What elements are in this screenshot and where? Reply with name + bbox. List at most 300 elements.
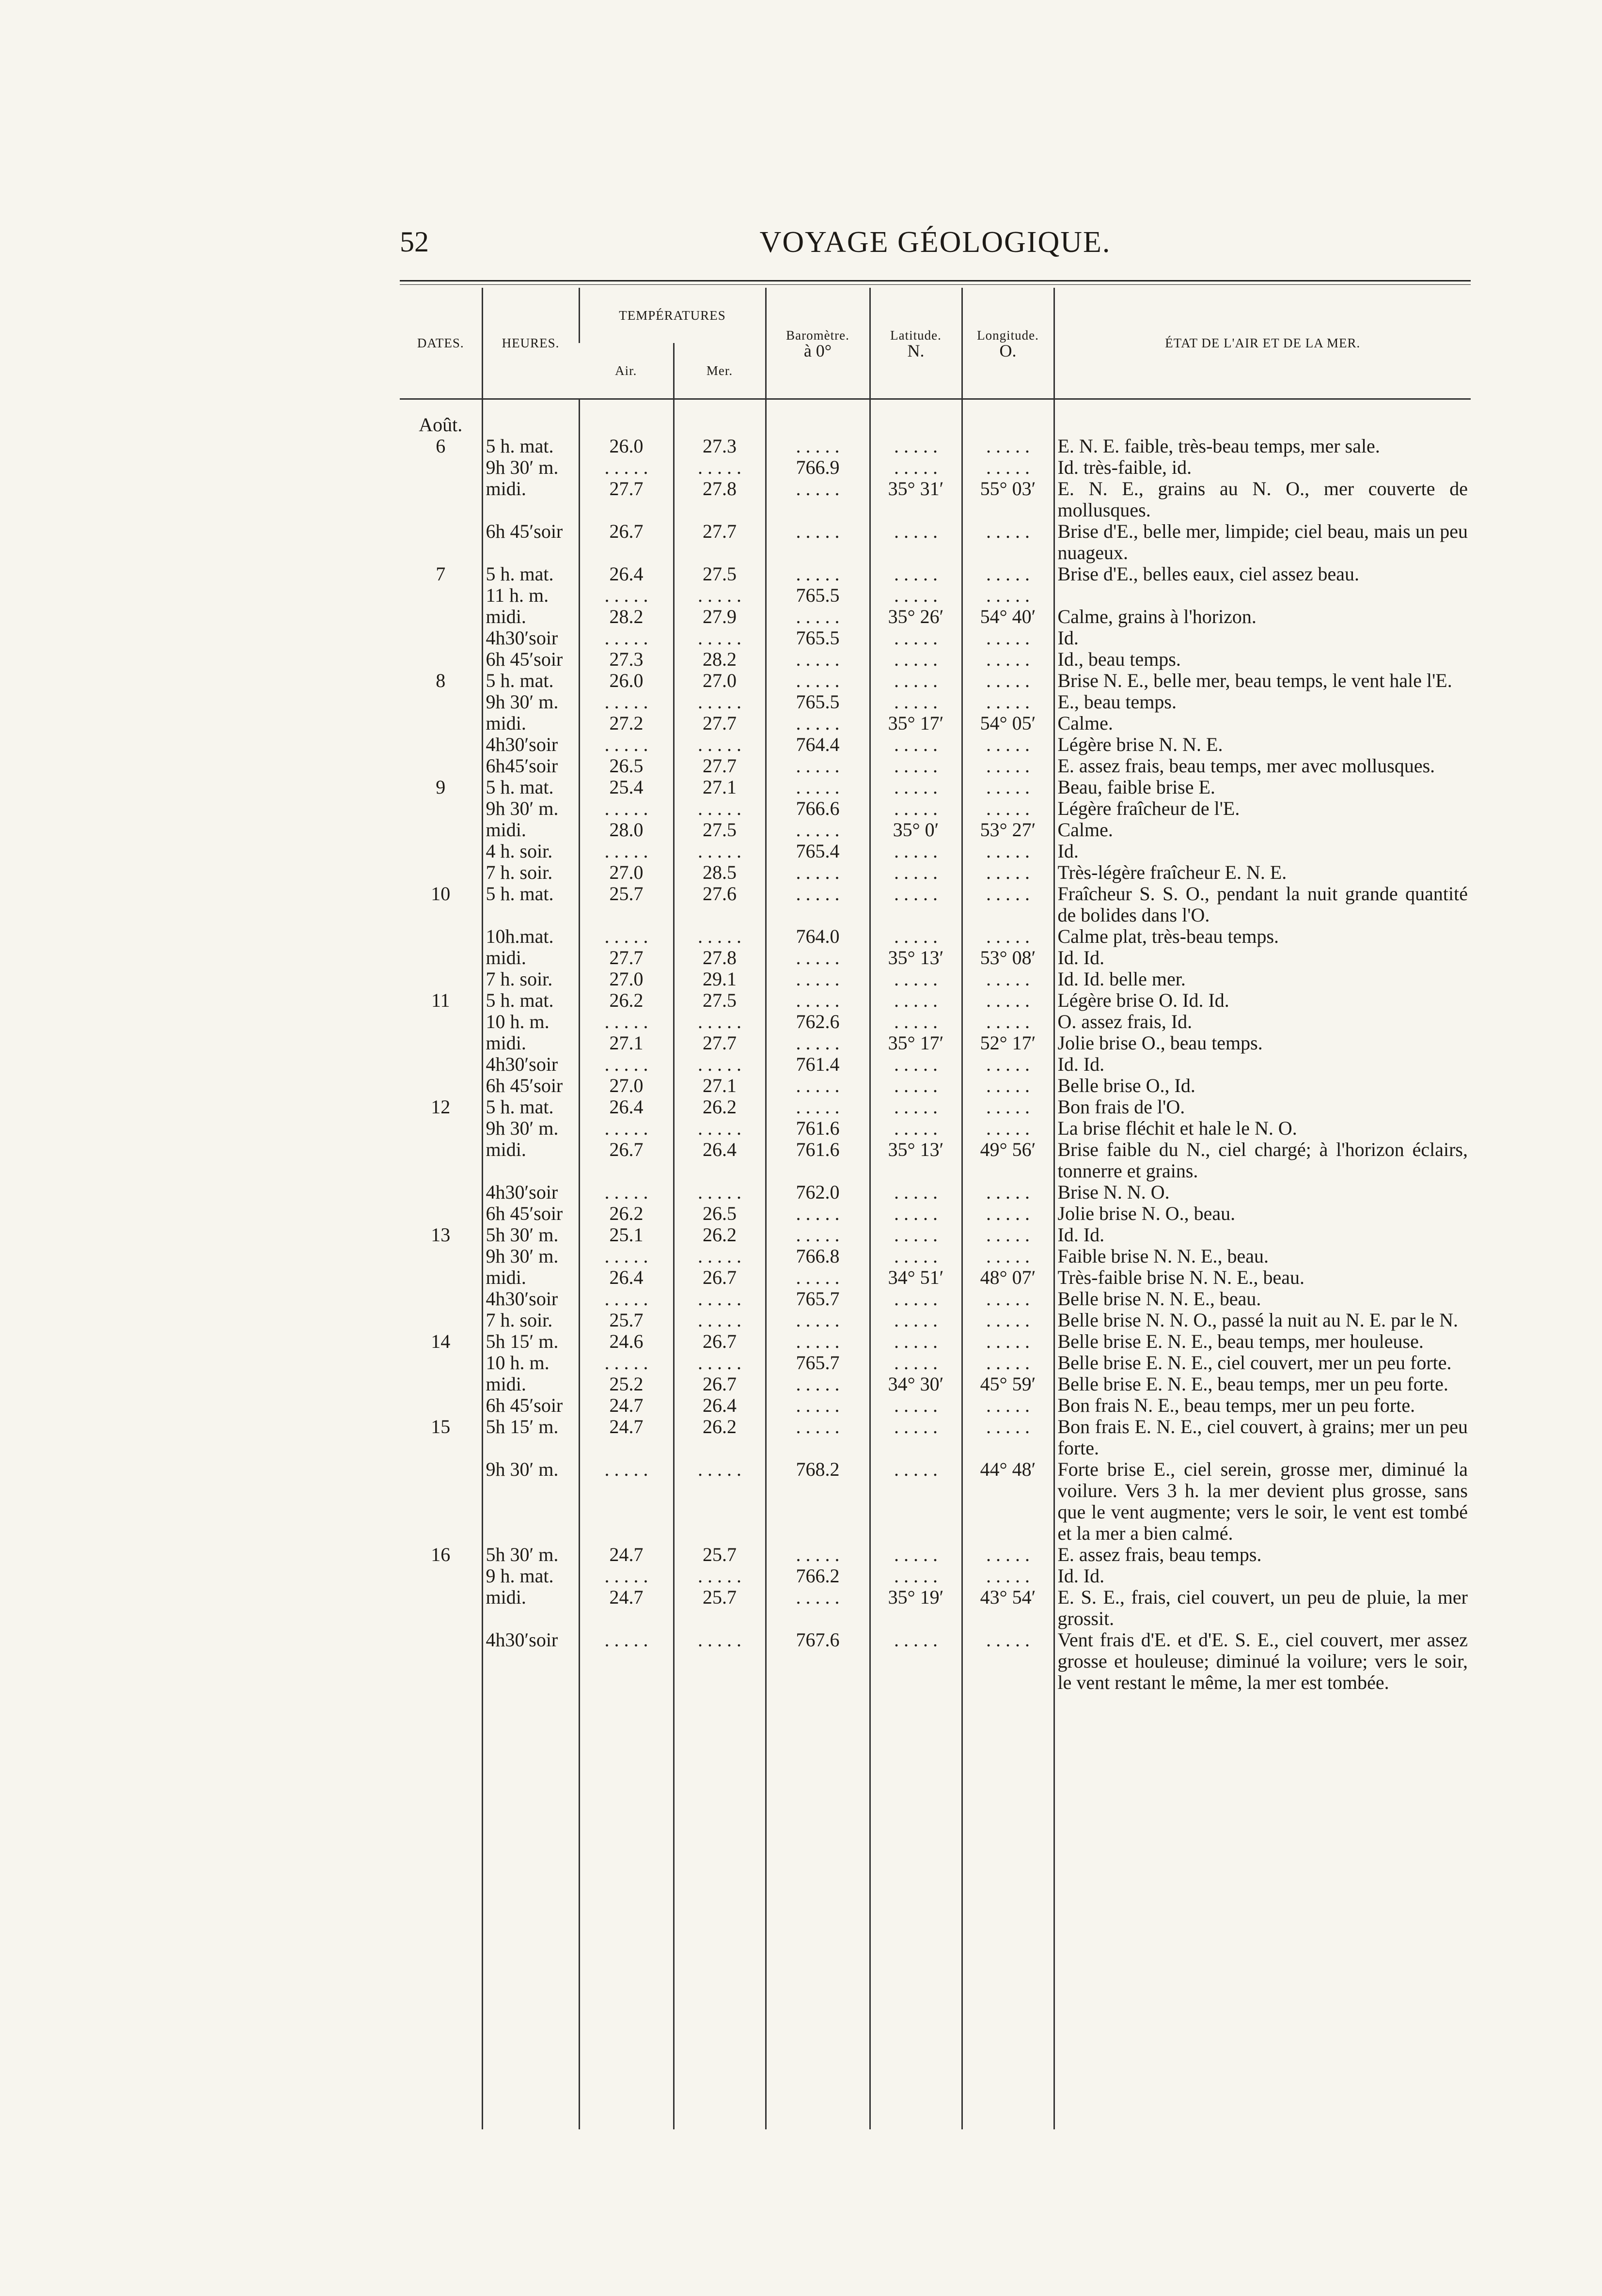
date-cell: 7 [436, 563, 446, 585]
col-barometre-label: Baromètre. [786, 328, 849, 343]
mer-cell: 25.7 [674, 1587, 766, 1629]
barometre-cell: . . . . . [766, 713, 870, 734]
barometre-cell: . . . . . [766, 1075, 870, 1096]
table-row [400, 627, 1471, 649]
mer-cell: 26.5 [674, 1203, 766, 1224]
barometre-cell: . . . . . [766, 436, 870, 457]
longitude-cell: 44° 48′ [962, 1459, 1054, 1544]
barometre-cell: . . . . . [766, 883, 870, 926]
air-cell: . . . . . [579, 841, 674, 862]
longitude-cell: 55° 03′ [962, 478, 1054, 521]
date-cell [400, 713, 482, 734]
etat-cell: Brise d'E., belle mer, limpide; ciel beau, mais un peu nuageux. [1054, 521, 1471, 563]
date-cell: 13 [431, 1224, 451, 1246]
date-cell [400, 457, 482, 478]
etat-cell: Faible brise N. N. E., beau. [1054, 1246, 1471, 1267]
heure-cell: 4h30′soir [482, 627, 579, 649]
barometre-cell: . . . . . [766, 521, 870, 563]
etat-cell: Légère brise N. N. E. [1054, 734, 1471, 755]
latitude-cell: . . . . . [870, 521, 962, 563]
etat-cell [1054, 585, 1471, 606]
latitude-cell: . . . . . [870, 862, 962, 883]
latitude-cell: . . . . . [870, 1288, 962, 1310]
latitude-cell: . . . . . [870, 1395, 962, 1416]
date-cell [400, 819, 482, 841]
longitude-cell: . . . . . [962, 1224, 1054, 1246]
heure-cell: 5h 30′ m. [482, 1224, 579, 1246]
longitude-cell: . . . . . [962, 1629, 1054, 1693]
etat-cell: Légère fraîcheur de l'E. [1054, 798, 1471, 819]
heure-cell: midi. [482, 1267, 579, 1288]
date-cell [400, 1459, 482, 1544]
heure-cell: 10 h. m. [482, 1352, 579, 1374]
table-row [400, 926, 1471, 947]
etat-cell: Jolie brise O., beau temps. [1054, 1032, 1471, 1054]
heure-cell: 9h 30′ m. [482, 798, 579, 819]
etat-cell: Calme. [1054, 713, 1471, 734]
air-cell: 24.7 [579, 1544, 674, 1565]
table-row [400, 1395, 1471, 1416]
latitude-cell: 34° 51′ [870, 1267, 962, 1288]
date-cell [400, 649, 482, 670]
table-row [400, 606, 1471, 627]
barometre-cell: 765.4 [766, 841, 870, 862]
mer-cell: 27.5 [674, 819, 766, 841]
heure-cell: 6h 45′soir [482, 1203, 579, 1224]
date-cell [400, 968, 482, 990]
air-cell: . . . . . [579, 457, 674, 478]
mer-cell: 27.7 [674, 713, 766, 734]
etat-cell: Forte brise E., ciel serein, grosse mer, diminué la voilure. Vers 3 h. la mer devient plus grosse, sans que le vent augmente; vers le soir, le vent est tombé et la mer a bien calmé. [1054, 1459, 1471, 1544]
barometre-cell: 766.2 [766, 1565, 870, 1587]
mer-cell: 26.7 [674, 1374, 766, 1395]
barometre-cell: . . . . . [766, 1587, 870, 1629]
longitude-cell: . . . . . [962, 990, 1054, 1011]
date-cell: 15 [431, 1416, 451, 1437]
barometre-cell: . . . . . [766, 1310, 870, 1331]
header-row [400, 288, 1471, 343]
date-cell [400, 1352, 482, 1374]
month-label: Août. [419, 414, 463, 436]
longitude-cell: . . . . . [962, 1352, 1054, 1374]
barometre-cell: 767.6 [766, 1629, 870, 1693]
table-row [400, 1246, 1471, 1267]
longitude-cell: . . . . . [962, 670, 1054, 691]
table-row [400, 1565, 1471, 1587]
longitude-cell: . . . . . [962, 841, 1054, 862]
latitude-cell: . . . . . [870, 841, 962, 862]
latitude-cell: . . . . . [870, 1054, 962, 1075]
etat-cell: Fraîcheur S. S. O., pendant la nuit grande quantité de bolides dans l'O. [1054, 883, 1471, 926]
heure-cell: midi. [482, 819, 579, 841]
air-cell: 25.1 [579, 1224, 674, 1246]
latitude-cell: . . . . . [870, 777, 962, 798]
etat-cell: Id. Id. [1054, 947, 1471, 968]
etat-cell: Brise d'E., belles eaux, ciel assez beau. [1054, 563, 1471, 585]
mer-cell: . . . . . [674, 1565, 766, 1587]
latitude-cell: . . . . . [870, 1331, 962, 1352]
table-row [400, 947, 1471, 968]
table-row [400, 1629, 1471, 1693]
heure-cell: 9 h. mat. [482, 1565, 579, 1587]
barometre-cell: . . . . . [766, 947, 870, 968]
barometre-cell: 766.9 [766, 457, 870, 478]
latitude-cell: 35° 17′ [870, 1032, 962, 1054]
table-row [400, 436, 1471, 457]
date-cell [400, 862, 482, 883]
longitude-cell: 48° 07′ [962, 1267, 1054, 1288]
etat-cell: Id. très-faible, id. [1054, 457, 1471, 478]
date-cell: 6 [436, 436, 446, 457]
mer-cell: 27.6 [674, 883, 766, 926]
mer-cell: 27.8 [674, 478, 766, 521]
longitude-cell: . . . . . [962, 862, 1054, 883]
top-rule [400, 280, 1471, 285]
mer-cell: 27.3 [674, 436, 766, 457]
etat-cell: E. S. E., frais, ciel couvert, un peu de pluie, la mer grossit. [1054, 1587, 1471, 1629]
air-cell: . . . . . [579, 926, 674, 947]
date-cell [400, 1075, 482, 1096]
date-cell [400, 1374, 482, 1395]
date-cell [400, 1118, 482, 1139]
date-cell: 10 [431, 883, 451, 905]
air-cell: . . . . . [579, 691, 674, 713]
barometre-cell: 765.5 [766, 691, 870, 713]
barometre-cell: 768.2 [766, 1459, 870, 1544]
table-row [400, 1587, 1471, 1629]
longitude-cell: . . . . . [962, 1310, 1054, 1331]
heure-cell: 6h 45′soir [482, 1075, 579, 1096]
heure-cell: 4h30′soir [482, 1182, 579, 1203]
heure-cell: 7 h. soir. [482, 968, 579, 990]
longitude-cell: 53° 08′ [962, 947, 1054, 968]
latitude-cell: 34° 30′ [870, 1374, 962, 1395]
barometre-cell: . . . . . [766, 1374, 870, 1395]
mer-cell: 27.1 [674, 777, 766, 798]
latitude-cell: . . . . . [870, 691, 962, 713]
barometre-cell: . . . . . [766, 862, 870, 883]
longitude-cell: . . . . . [962, 777, 1054, 798]
col-temperatures: TEMPÉRATURES [579, 288, 766, 343]
latitude-cell: 35° 19′ [870, 1587, 962, 1629]
barometre-cell: . . . . . [766, 1544, 870, 1565]
etat-cell: Belle brise E. N. E., ciel couvert, mer un peu forte. [1054, 1352, 1471, 1374]
table-row [400, 1224, 1471, 1246]
etat-cell: Très-faible brise N. N. E., beau. [1054, 1267, 1471, 1288]
mer-cell: 27.1 [674, 1075, 766, 1096]
air-cell: . . . . . [579, 1011, 674, 1032]
barometre-cell: 765.7 [766, 1288, 870, 1310]
air-cell: 26.2 [579, 990, 674, 1011]
etat-cell: Id. Id. belle mer. [1054, 968, 1471, 990]
air-cell: 24.7 [579, 1587, 674, 1629]
air-cell: . . . . . [579, 1054, 674, 1075]
table-row [400, 1374, 1471, 1395]
mer-cell: 28.2 [674, 649, 766, 670]
air-cell: . . . . . [579, 1288, 674, 1310]
barometre-cell: 762.6 [766, 1011, 870, 1032]
latitude-cell: . . . . . [870, 436, 962, 457]
etat-cell: Belle brise N. N. O., passé la nuit au N. E. par le N. [1054, 1310, 1471, 1331]
heure-cell: 5 h. mat. [482, 1096, 579, 1118]
table-row [400, 734, 1471, 755]
mer-cell: . . . . . [674, 1288, 766, 1310]
longitude-cell: . . . . . [962, 1096, 1054, 1118]
date-cell: 12 [431, 1096, 451, 1118]
date-cell [400, 1565, 482, 1587]
latitude-cell: . . . . . [870, 1565, 962, 1587]
etat-cell: Brise N. N. O. [1054, 1182, 1471, 1203]
col-longitude [962, 288, 1054, 399]
air-cell: . . . . . [579, 1246, 674, 1267]
etat-cell: Id. Id. [1054, 1054, 1471, 1075]
mer-cell: 26.4 [674, 1139, 766, 1182]
heure-cell: midi. [482, 713, 579, 734]
col-etat: ÉTAT DE L'AIR ET DE LA MER. [1054, 288, 1471, 399]
etat-cell: Belle brise E. N. E., beau temps, mer un peu forte. [1054, 1374, 1471, 1395]
heure-cell: 5 h. mat. [482, 436, 579, 457]
latitude-cell: . . . . . [870, 1246, 962, 1267]
heure-cell: 5h 30′ m. [482, 1544, 579, 1565]
date-cell: 14 [431, 1331, 451, 1352]
longitude-cell: . . . . . [962, 436, 1054, 457]
barometre-cell: . . . . . [766, 819, 870, 841]
barometre-cell: . . . . . [766, 968, 870, 990]
air-cell: 27.0 [579, 968, 674, 990]
heure-cell: 9h 30′ m. [482, 691, 579, 713]
mer-cell: 27.8 [674, 947, 766, 968]
mer-cell: . . . . . [674, 457, 766, 478]
table-row [400, 968, 1471, 990]
latitude-cell: . . . . . [870, 585, 962, 606]
date-cell [400, 1054, 482, 1075]
air-cell: 24.7 [579, 1416, 674, 1459]
air-cell: 27.7 [579, 947, 674, 968]
longitude-cell: . . . . . [962, 691, 1054, 713]
date-cell: 8 [436, 670, 446, 691]
etat-cell: Id. Id. [1054, 1224, 1471, 1246]
longitude-cell: . . . . . [962, 1203, 1054, 1224]
air-cell: . . . . . [579, 585, 674, 606]
table-row [400, 691, 1471, 713]
mer-cell: . . . . . [674, 1246, 766, 1267]
air-cell: 28.0 [579, 819, 674, 841]
air-cell: 25.7 [579, 883, 674, 926]
mer-cell: . . . . . [674, 1011, 766, 1032]
heure-cell: 10 h. m. [482, 1011, 579, 1032]
air-cell: 27.3 [579, 649, 674, 670]
etat-cell: Id. [1054, 627, 1471, 649]
etat-cell: Id., beau temps. [1054, 649, 1471, 670]
air-cell: 26.4 [579, 1267, 674, 1288]
etat-cell: Id. [1054, 841, 1471, 862]
heure-cell: 9h 30′ m. [482, 1246, 579, 1267]
etat-cell: Calme, grains à l'horizon. [1054, 606, 1471, 627]
col-longitude-label: Longitude. [977, 328, 1039, 343]
col-longitude-unit: O. [999, 341, 1017, 360]
table-row [400, 585, 1471, 606]
date-cell [400, 734, 482, 755]
etat-cell: E. N. E. faible, très-beau temps, mer sale. [1054, 436, 1471, 457]
table-row [400, 990, 1471, 1011]
etat-cell: Brise faible du N., ciel chargé; à l'horizon éclairs, tonnerre et grains. [1054, 1139, 1471, 1182]
mer-cell: . . . . . [674, 1352, 766, 1374]
table-row [400, 883, 1471, 926]
table-row [400, 1331, 1471, 1352]
air-cell: 26.7 [579, 521, 674, 563]
table-row [400, 1416, 1471, 1459]
barometre-cell: 764.0 [766, 926, 870, 947]
latitude-cell: . . . . . [870, 1075, 962, 1096]
mer-cell: 25.7 [674, 1544, 766, 1565]
longitude-cell: . . . . . [962, 1054, 1054, 1075]
heure-cell: 5h 15′ m. [482, 1416, 579, 1459]
col-latitude-label: Latitude. [890, 328, 942, 343]
barometre-cell: 761.4 [766, 1054, 870, 1075]
latitude-cell: 35° 31′ [870, 478, 962, 521]
table-row [400, 478, 1471, 521]
date-cell [400, 841, 482, 862]
date-cell [400, 585, 482, 606]
month-row [400, 414, 1471, 436]
heure-cell: 11 h. m. [482, 585, 579, 606]
longitude-cell: . . . . . [962, 1118, 1054, 1139]
air-cell: 24.7 [579, 1395, 674, 1416]
mer-cell: 27.0 [674, 670, 766, 691]
mer-cell: 28.5 [674, 862, 766, 883]
heure-cell: 9h 30′ m. [482, 1459, 579, 1544]
heure-cell: 5 h. mat. [482, 990, 579, 1011]
latitude-cell: . . . . . [870, 457, 962, 478]
air-cell: 27.2 [579, 713, 674, 734]
heure-cell: 4h30′soir [482, 1288, 579, 1310]
mer-cell: . . . . . [674, 1182, 766, 1203]
heure-cell: 10h.mat. [482, 926, 579, 947]
mer-cell: . . . . . [674, 627, 766, 649]
heure-cell: 4h30′soir [482, 1054, 579, 1075]
mer-cell: 26.2 [674, 1416, 766, 1459]
table-row [400, 1459, 1471, 1544]
observations-body [400, 399, 1471, 2130]
barometre-cell: . . . . . [766, 478, 870, 521]
longitude-cell: . . . . . [962, 1011, 1054, 1032]
air-cell: 25.7 [579, 1310, 674, 1331]
heure-cell: midi. [482, 947, 579, 968]
table-row [400, 1267, 1471, 1288]
heure-cell: 5 h. mat. [482, 563, 579, 585]
air-cell: 27.0 [579, 1075, 674, 1096]
running-title: VOYAGE GÉOLOGIQUE. [759, 226, 1111, 259]
barometre-cell: 761.6 [766, 1118, 870, 1139]
barometre-cell: . . . . . [766, 563, 870, 585]
etat-cell: Beau, faible brise E. [1054, 777, 1471, 798]
table-row [400, 1118, 1471, 1139]
mer-cell: 27.9 [674, 606, 766, 627]
heure-cell: midi. [482, 1587, 579, 1629]
latitude-cell: . . . . . [870, 1203, 962, 1224]
mer-cell: . . . . . [674, 734, 766, 755]
observations-table [400, 288, 1471, 2129]
etat-cell: E. N. E., grains au N. O., mer couverte de mollusques. [1054, 478, 1471, 521]
barometre-cell: . . . . . [766, 1096, 870, 1118]
table-row [400, 1310, 1471, 1331]
latitude-cell: . . . . . [870, 1310, 962, 1331]
longitude-cell: . . . . . [962, 627, 1054, 649]
date-cell: 11 [431, 990, 450, 1011]
mer-cell: . . . . . [674, 1629, 766, 1693]
longitude-cell: . . . . . [962, 883, 1054, 926]
heure-cell: 5 h. mat. [482, 670, 579, 691]
table-row [400, 1352, 1471, 1374]
air-cell: 27.7 [579, 478, 674, 521]
latitude-cell: . . . . . [870, 734, 962, 755]
barometre-cell: . . . . . [766, 1395, 870, 1416]
etat-cell: Vent frais d'E. et d'E. S. E., ciel couvert, mer assez grosse et houleuse; diminué la voilure; vers le soir, le vent restant le même, la mer est tombée. [1054, 1629, 1471, 1693]
date-cell [400, 1395, 482, 1416]
longitude-cell: . . . . . [962, 563, 1054, 585]
barometre-cell: 761.6 [766, 1139, 870, 1182]
etat-cell: Très-légère fraîcheur E. N. E. [1054, 862, 1471, 883]
latitude-cell: . . . . . [870, 990, 962, 1011]
latitude-cell: . . . . . [870, 1118, 962, 1139]
air-cell: 24.6 [579, 1331, 674, 1352]
longitude-cell: . . . . . [962, 649, 1054, 670]
col-mer: Mer. [674, 343, 766, 399]
mer-cell: 27.7 [674, 521, 766, 563]
table-row [400, 713, 1471, 734]
mer-cell: 26.2 [674, 1224, 766, 1246]
date-cell [400, 1587, 482, 1629]
date-cell [400, 1011, 482, 1032]
date-cell: 9 [436, 777, 446, 798]
date-cell [400, 1246, 482, 1267]
mer-cell: . . . . . [674, 1459, 766, 1544]
latitude-cell: . . . . . [870, 649, 962, 670]
latitude-cell: 35° 13′ [870, 947, 962, 968]
longitude-cell: . . . . . [962, 1288, 1054, 1310]
date-cell [400, 1288, 482, 1310]
longitude-cell: 52° 17′ [962, 1032, 1054, 1054]
air-cell: . . . . . [579, 627, 674, 649]
longitude-cell: . . . . . [962, 1565, 1054, 1587]
mer-cell: 26.7 [674, 1267, 766, 1288]
page-number: 52 [400, 226, 429, 258]
table-row [400, 521, 1471, 563]
mer-cell: 27.5 [674, 563, 766, 585]
air-cell: 26.4 [579, 1096, 674, 1118]
latitude-cell: . . . . . [870, 1459, 962, 1544]
longitude-cell: . . . . . [962, 521, 1054, 563]
air-cell: . . . . . [579, 1459, 674, 1544]
date-cell [400, 691, 482, 713]
heure-cell: 4h30′soir [482, 1629, 579, 1693]
barometre-cell: . . . . . [766, 990, 870, 1011]
air-cell: 27.1 [579, 1032, 674, 1054]
etat-cell: Id. Id. [1054, 1565, 1471, 1587]
heure-cell: 4h30′soir [482, 734, 579, 755]
barometre-cell: . . . . . [766, 606, 870, 627]
heure-cell: 7 h. soir. [482, 1310, 579, 1331]
latitude-cell: . . . . . [870, 1416, 962, 1459]
date-cell [400, 926, 482, 947]
longitude-cell: . . . . . [962, 755, 1054, 777]
table-row [400, 1544, 1471, 1565]
etat-cell: Calme plat, très-beau temps. [1054, 926, 1471, 947]
longitude-cell: . . . . . [962, 734, 1054, 755]
date-cell [400, 947, 482, 968]
heure-cell: 6h45′soir [482, 755, 579, 777]
longitude-cell: 45° 59′ [962, 1374, 1054, 1395]
